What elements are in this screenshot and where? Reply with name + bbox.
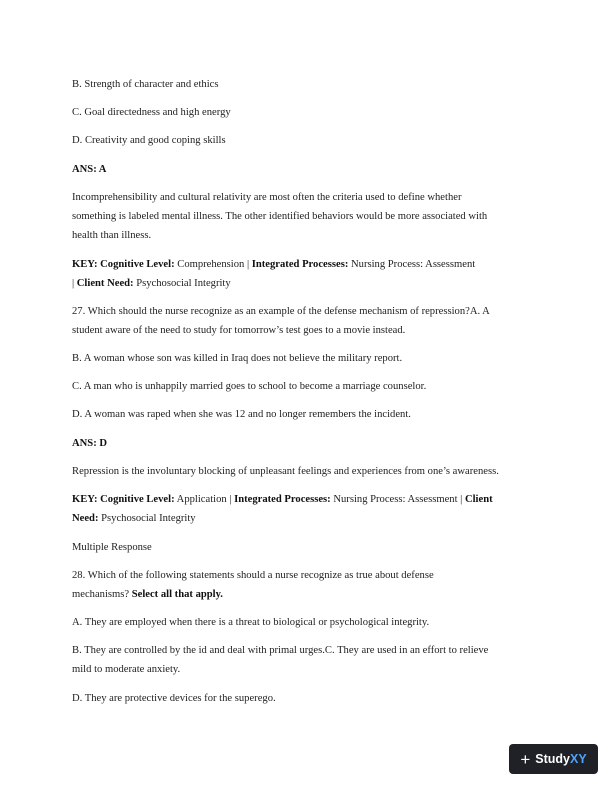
plus-icon: + bbox=[520, 749, 531, 769]
question-28-line-1: 28. Which of the following statements should a nurse recognize as true about defense bbox=[72, 570, 434, 581]
studyxy-badge[interactable] bbox=[509, 744, 598, 774]
rationale-2: Repression is the involuntary blocking of unpleasant feelings and experiences from one’s awareness. bbox=[72, 466, 499, 477]
question-28-option-d: D. They are protective devices for the superego. bbox=[72, 693, 276, 704]
key-2-line-2: Need: Psychosocial Integrity bbox=[72, 513, 196, 524]
option-c: C. Goal directedness and high energy bbox=[72, 107, 231, 118]
key-1-line-1: KEY: Cognitive Level: Comprehension | Integrated Processes: Nursing Process: Assessment bbox=[72, 259, 476, 270]
option-b: B. Strength of character and ethics bbox=[72, 79, 219, 90]
question-27-option-b: B. A woman whose son was killed in Iraq does not believe the military report. bbox=[72, 353, 403, 364]
question-27-option-d: D. A woman was raped when she was 12 and no longer remembers the incident. bbox=[72, 409, 411, 420]
rationale-1-line-1: Incomprehensibility and cultural relativity are most often the criteria used to define whether bbox=[72, 192, 462, 203]
answer-a: ANS: A bbox=[72, 164, 107, 175]
rationale-1-line-3: health than illness. bbox=[72, 230, 152, 241]
answer-d: ANS: D bbox=[72, 438, 108, 449]
option-d: D. Creativity and good coping skills bbox=[72, 135, 226, 146]
badge-study-text: Study bbox=[535, 752, 570, 766]
question-28-option-a: A. They are employed when there is a threat to biological or psychological integrity. bbox=[72, 617, 430, 628]
key-2-line-1: KEY: Cognitive Level: Application | Integrated Processes: Nursing Process: Assessment | Client bbox=[72, 494, 493, 505]
question-28-option-b-line-1: B. They are controlled by the id and deal with primal urges.C. They are used in an effort to relieve bbox=[72, 645, 489, 656]
question-28-option-b-line-2: mild to moderate anxiety. bbox=[72, 664, 181, 675]
question-27-option-c: C. A man who is unhappily married goes to school to become a marriage counselor. bbox=[72, 381, 427, 392]
badge-xy-text: XY bbox=[569, 752, 587, 766]
section-heading: Multiple Response bbox=[72, 542, 152, 553]
key-1-line-2: | Client Need: Psychosocial Integrity bbox=[72, 278, 231, 289]
question-27-line-2: student aware of the need to study for tomorrow’s test goes to a movie instead. bbox=[72, 325, 406, 336]
question-27-line-1: 27. Which should the nurse recognize as an example of the defense mechanism of repression?A. A bbox=[72, 306, 490, 317]
question-28-line-2: mechanisms? Select all that apply. bbox=[72, 589, 223, 600]
rationale-1-line-2: something is labeled mental illness. The other identified behaviors would be more associated with bbox=[72, 211, 488, 222]
